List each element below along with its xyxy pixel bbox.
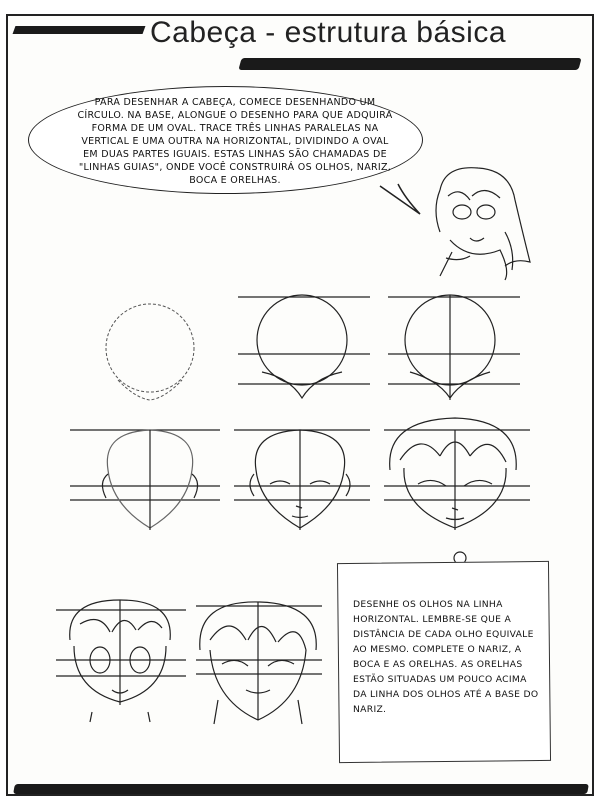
example-boy-face [56, 600, 186, 722]
page-title: Cabeça - estrutura básica [150, 16, 507, 49]
instruction-note-text: DESENHE OS OLHOS NA LINHA HORIZONTAL. LEMBRE-SE QUE A DISTÂNCIA DE CADA OLHO EQUIVALE AO MESMO. COMPLETE O NARIZ, A BOCA E AS ORELHAS. AS ORELHAS ESTÃO SITUADAS UM POUCO ACIMA DA LINHA DOS OLHOS ATÉ A BASE DO NARIZ. [353, 599, 539, 715]
step-face-features [234, 430, 370, 530]
brush-stroke-bottom [13, 784, 589, 794]
step-circle-sketch [106, 304, 194, 400]
step-head-ears [70, 430, 220, 530]
example-girl-face [196, 602, 322, 724]
step-oval-guides [238, 295, 370, 398]
step-face-hair [384, 418, 530, 530]
step-oval-center-line [388, 295, 520, 400]
speech-bubble-tail [380, 184, 420, 214]
character-illustration [436, 168, 530, 280]
speech-bubble-text: PARA DESENHAR A CABEÇA, COMECE DESENHANDO UM CÍRCULO. NA BASE, ALONGUE O DESENHO PARA QUE ADQUIRA FORMA DE UM OVAL. TRACE TRÊS LINHAS PARALELAS NA VERTICAL E UMA OUTRA NA HORIZONTAL, DIVIDINDO A OVAL EM DUAS PARTES IGUAIS. ESTAS LINHAS SÃO CHAMADAS DE "LINHAS GUIAS", ONDE VOCÊ CONSTRUIRÁ OS OLHOS, NARIZ, BOCA E ORELHAS. [77, 97, 393, 186]
